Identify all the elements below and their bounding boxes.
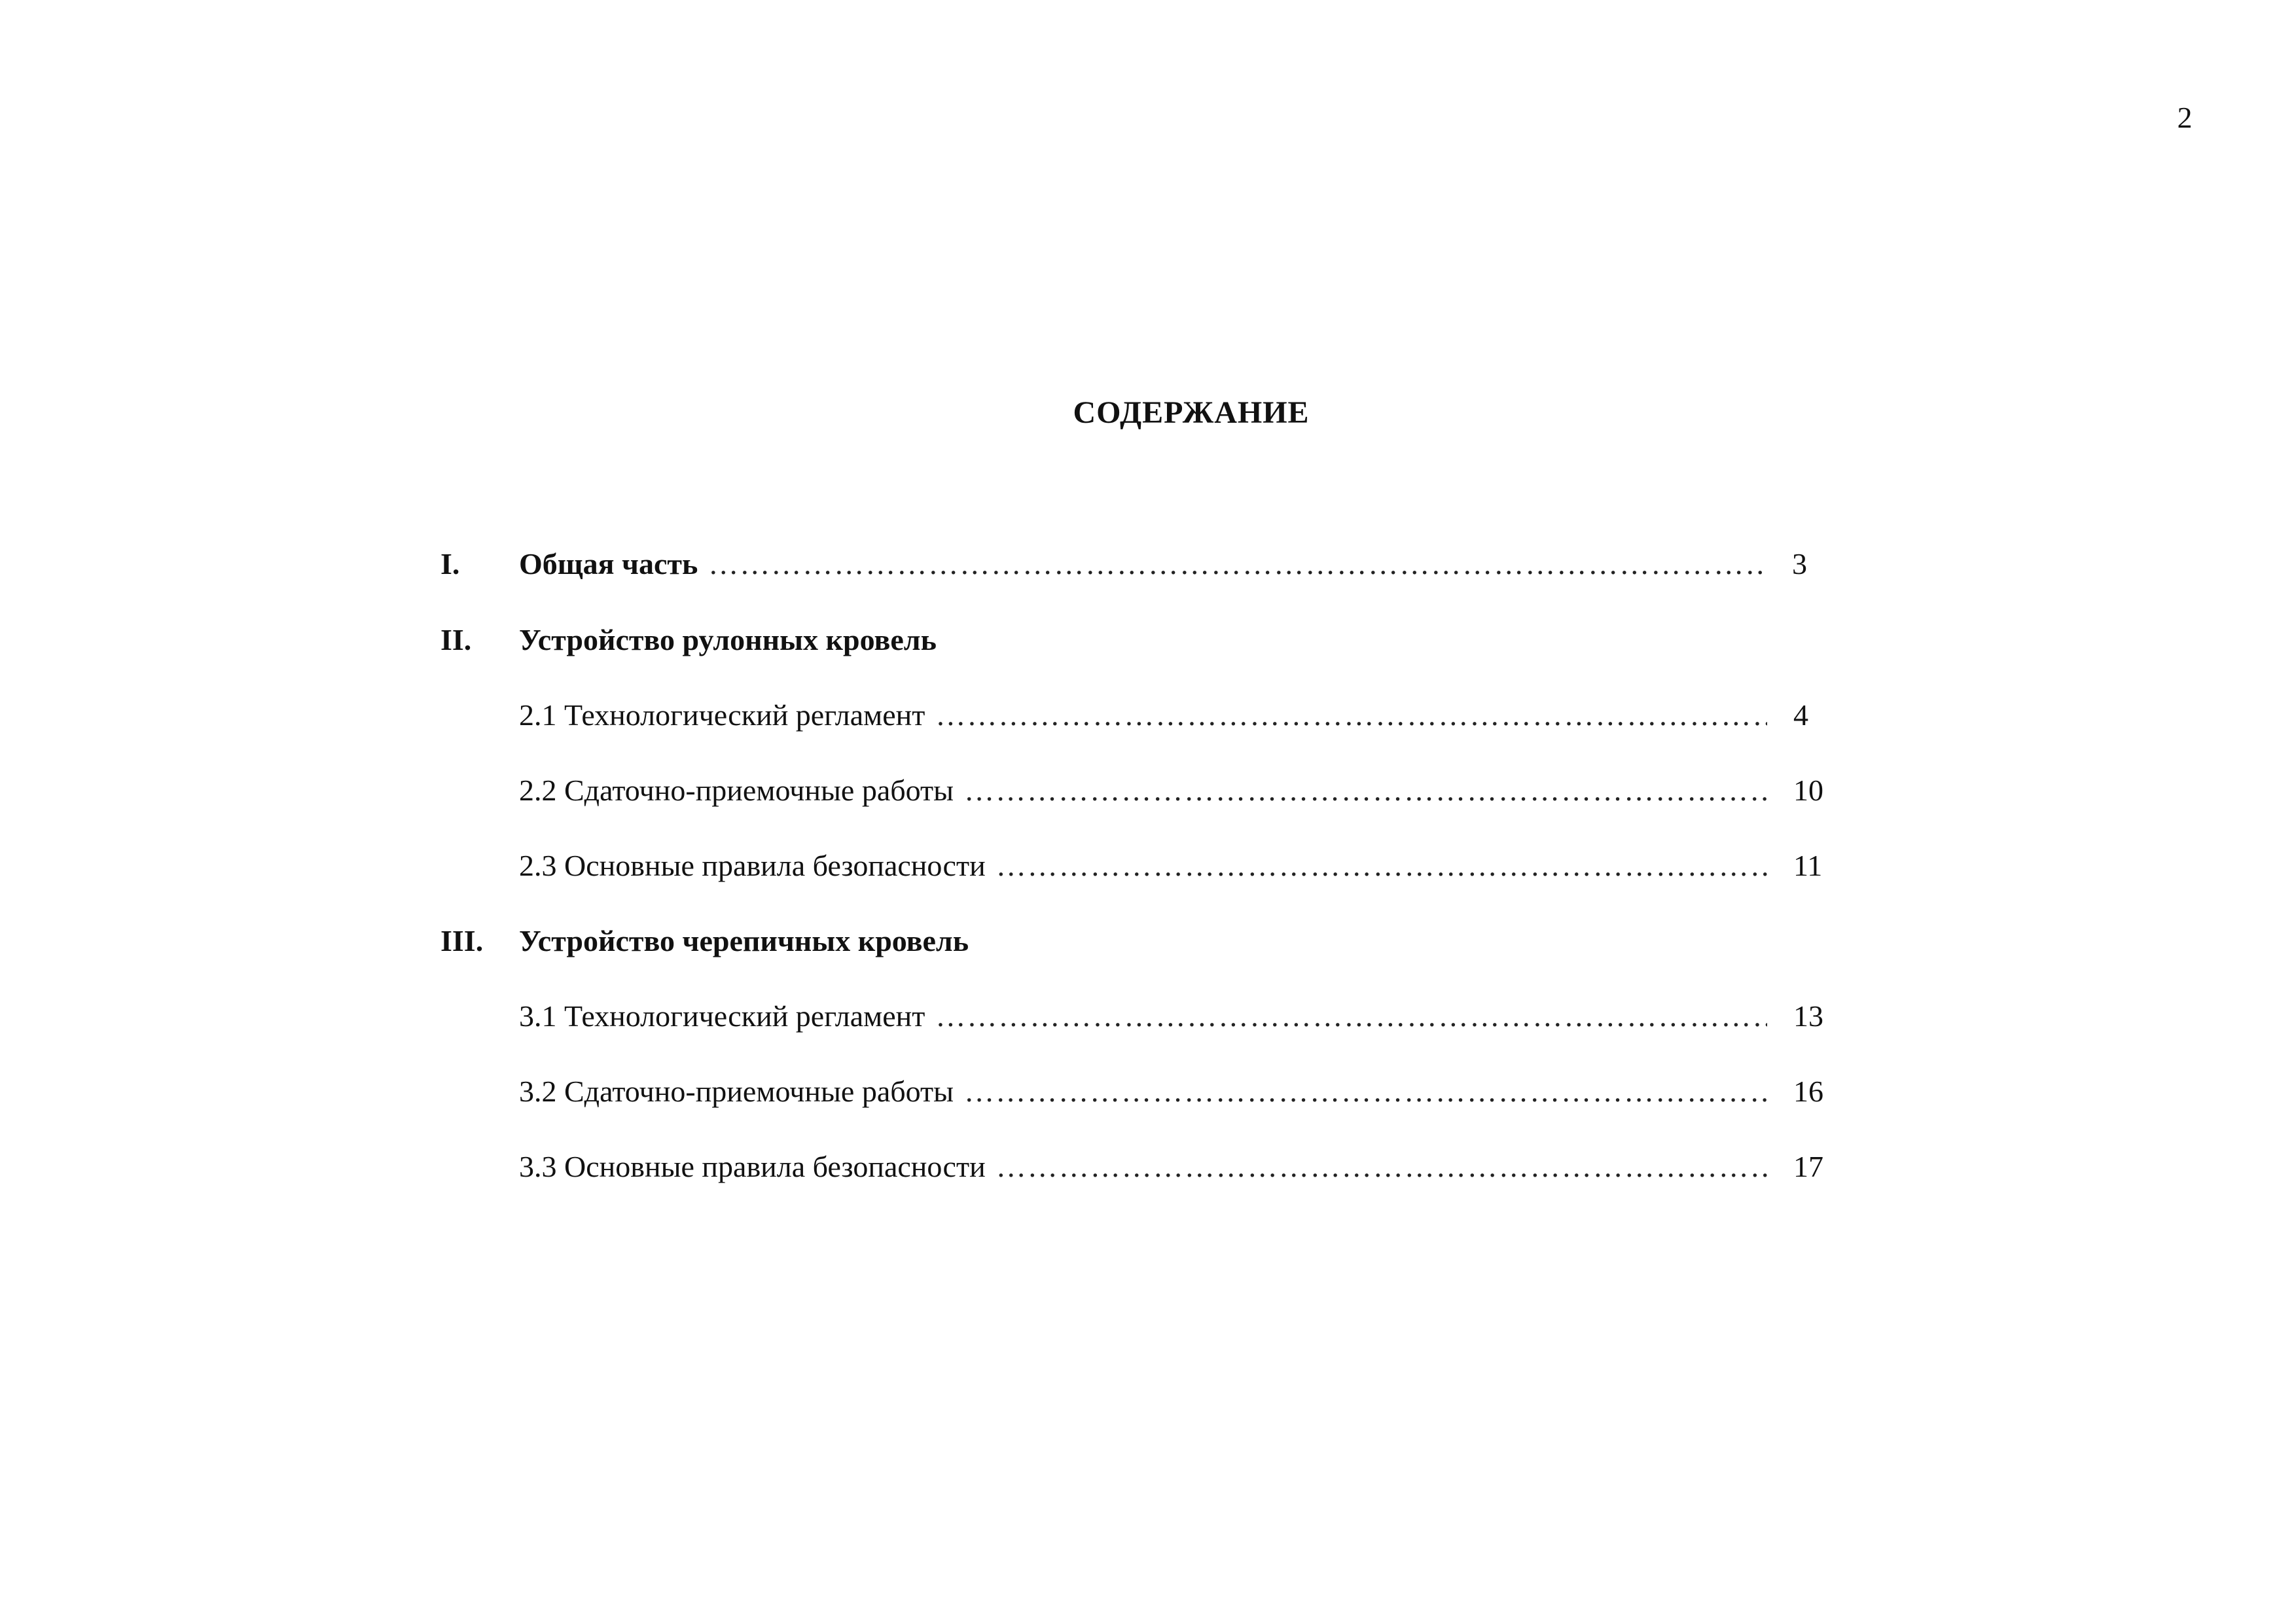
toc-page-number: 4 <box>1793 698 1808 732</box>
toc-page-number: 13 <box>1793 999 1823 1033</box>
toc-entry-title: 3.1 Технологический регламент <box>519 999 925 1033</box>
section-numeral: III. <box>440 924 484 957</box>
toc-entry-title: Устройство черепичных кровель <box>519 924 969 957</box>
dot-leader <box>935 997 1767 1036</box>
toc-subsection-2-2[interactable] <box>0 771 2296 810</box>
dot-leader <box>964 771 1767 810</box>
toc-page-number: 11 <box>1793 849 1823 882</box>
toc-entry-title: 3.3 Основные правила безопасности <box>519 1150 986 1183</box>
toc-page-number: 10 <box>1793 774 1823 807</box>
toc-subsection-3-1[interactable] <box>0 997 2296 1036</box>
dot-leader <box>935 696 1767 735</box>
dot-leader <box>996 846 1767 885</box>
dot-leader <box>964 1072 1767 1111</box>
toc-subsection-3-2[interactable] <box>0 1072 2296 1111</box>
section-numeral: II. <box>440 623 472 656</box>
toc-page-number: 16 <box>1793 1075 1823 1108</box>
dot-leader <box>708 544 1767 584</box>
page-number: 2 <box>2177 101 2193 134</box>
toc-page-number: 17 <box>1793 1150 1823 1183</box>
section-numeral: I. <box>440 547 460 580</box>
toc-section-1[interactable] <box>0 544 2296 584</box>
toc-page-number: 3 <box>1792 547 1807 580</box>
toc-subsection-3-3[interactable] <box>0 1147 2296 1186</box>
toc-subsection-2-1[interactable] <box>0 696 2296 735</box>
toc-entry-title: Устройство рулонных кровель <box>519 623 937 656</box>
toc-entry-title: 2.3 Основные правила безопасности <box>519 849 986 882</box>
page-title: СОДЕРЖАНИЕ <box>1073 395 1310 430</box>
toc-entry-title: 2.2 Сдаточно-приемочные работы <box>519 774 954 807</box>
toc-entry-title: 2.1 Технологический регламент <box>519 698 925 732</box>
toc-entry-title: 3.2 Сдаточно-приемочные работы <box>519 1075 954 1108</box>
toc-section-3[interactable] <box>0 921 2296 961</box>
toc-subsection-2-3[interactable] <box>0 846 2296 885</box>
toc-section-2[interactable] <box>0 620 2296 660</box>
dot-leader <box>996 1147 1767 1186</box>
toc-entry-title: Общая часть <box>519 547 698 580</box>
